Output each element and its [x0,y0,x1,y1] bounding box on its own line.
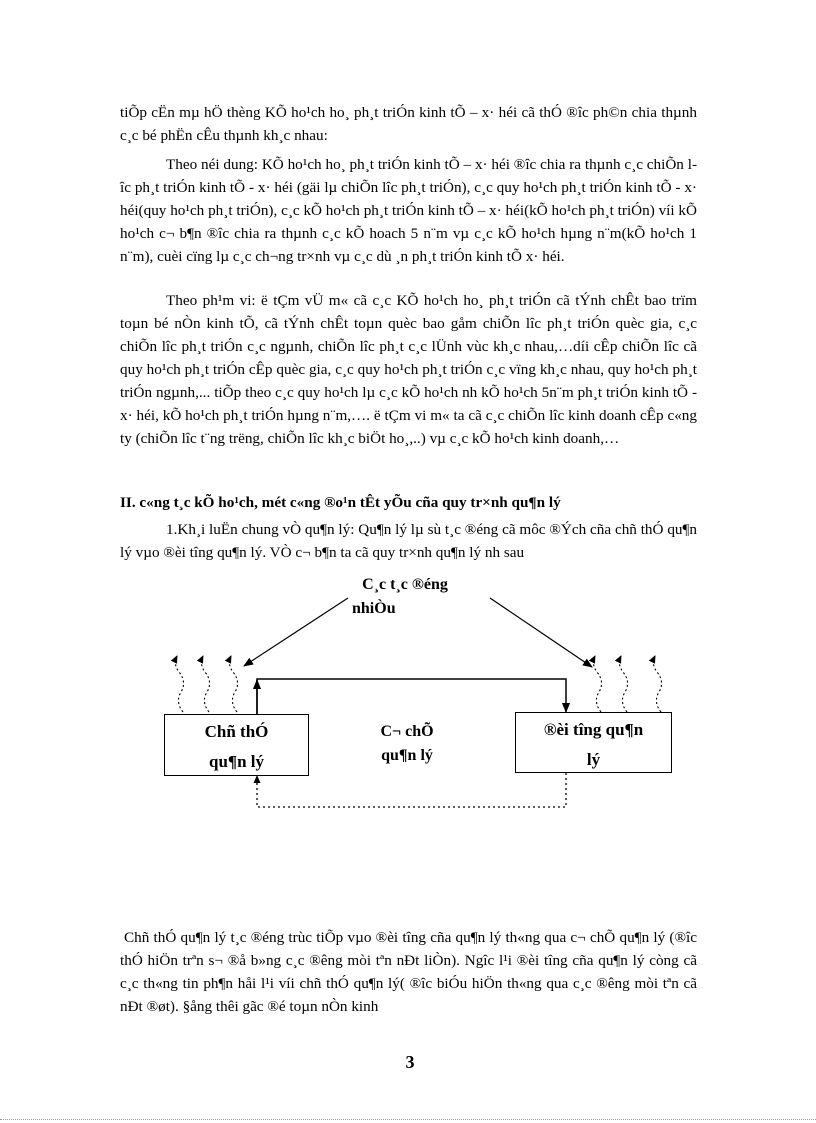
noise-arrows-right [593,656,661,712]
paragraph-content-classification: Theo néi dung: KÕ ho¹ch ho¸ ph¸t triÓn kinh tÕ – x· héi ®îc chia ra thµnh c¸c chiÕn lîc ph¸t triÓn kinh tÕ - x· héi (gäi lµ chiÕn lîc ph¸t triÓn), c¸c quy ho¹ch ph¸t triÓn kinh tÕ - x· héi(quy ho¹ch ph¸t triÓn), c¸c kÕ ho¹ch ph¸t triÓn kinh tÕ – x· héi(kÕ ho¹ch ph¸t triÓn) víi kÕ ho¹ch c¬ b¶n ®îc chia ra thµnh c¸c kÕ hoach 5 n¨m vµ c¸c kÕ ho¹ch hµng n¨m(kÕ ho¹ch 1 n¨m), cuèi cïng lµ c¸c ch¬ng tr×nh vµ c¸c dù ¸n ph¸t triÓn kinh tÕ x· héi. [120,156,697,265]
page-number: 3 [405,1052,415,1072]
management-mechanism-label: C¬ chÕ qu¶n lý [380,723,434,764]
arrow-feedback [257,773,566,807]
paragraph-diagram-explanation: Chñ thÓ qu¶n lý t¸c ®éng trùc tiÕp vµo ®èi tîng cña qu¶n lý th«ng qua c¬ chÕ qu¶n lý (®îc thÓ hiÖn trªn s¬ ®å b»ng c¸c ®êng mòi tªn nÐt liÒn). Ngîc l¹i ®èi tîng cña qu¶n lý còng cã c¸c th«ng tin ph¶n håi l¹i víi chñ thÓ qu¶n lý( ®îc biÓu hiÖn th«ng qua c¸c ®êng mòi tªn cã nÐt ®øt). §ång thêi gãc ®é toµn nÒn kinh [120,929,697,1015]
arrow-control-mechanism [257,679,566,714]
arrow-influence-to-subject [244,598,348,666]
paragraph-management-overview: 1.Kh¸i luËn chung vÒ qu¶n lý: Qu¶n lý lµ sù t¸c ®éng cã môc ®Ých cña chñ thÓ qu¶n lý vµo ®èi tîng qu¶n lý. VÒ c¬ b¶n ta cã quy tr×nh qu¶n lý nh sau [120,521,697,561]
page-border-dotted [0,1119,816,1120]
management-object-box: ®èi tîng qu¶n lý [515,712,672,773]
section-heading: II. c«ng t¸c kÕ ho¹ch, mét c«ng ®o¹n tÊt yÕu cña quy tr×nh qu¶n lý [120,494,561,511]
paragraph-intro: tiÕp cËn mµ hÖ thèng KÕ ho¹ch ho¸ ph¸t triÓn kinh tÕ – x· héi cã thÓ ®îc ph©n chia thµnh c¸c bé phËn cÊu thµnh kh¸c nhau: [120,104,697,144]
paragraph-scope-classification: Theo ph¹m vi: ë tÇm vÜ m« cã c¸c KÕ ho¹ch ho¸ ph¸t triÓn cã tÝnh chÊt bao trïm toµn bé nÒn kinh tÕ, cã tÝnh chÊt toµn quèc bao gåm chiÕn lîc ph¸t triÓn quèc gia, c¸c chiÕn lîc ph¸t triÓn c¸c ngµnh, chiÕn lîc ph¸t c¸c lÜnh vùc kh¸c nhau,…díi cÊp chiÕn lîc cã quy ho¹ch ph¸t triÓn cÊp quèc gia, c¸c quy ho¹ch ph¸t triÓn c¸c vïng kh¸c nhau, quy ho¹ch ph¸t triÓn ngµnh,... tiÕp theo c¸c quy ho¹ch lµ c¸c kÕ ho¹ch nh kÕ ho¹ch 5n¨m ph¸t triÓn kinh tÕ - x· héi, kÕ ho¹ch ph¸t triÓn hµng n¨m,…. ë tÇm vi m« ta cã c¸c chiÕn lîc kinh doanh cÊp c«ng ty (chiÕn lîc t¨ng trëng, chiÕn lîc kh¸c biÖt ho¸,..) vµ c¸c kÕ ho¹ch kinh doanh,… [120,292,697,447]
arrow-influence-to-object [490,598,592,667]
management-subject-box: Chñ thÓ qu¶n lý [164,714,309,776]
influences-label: C¸c t¸c ®éng nhiÒu [352,576,448,617]
noise-arrows-left [175,656,237,712]
